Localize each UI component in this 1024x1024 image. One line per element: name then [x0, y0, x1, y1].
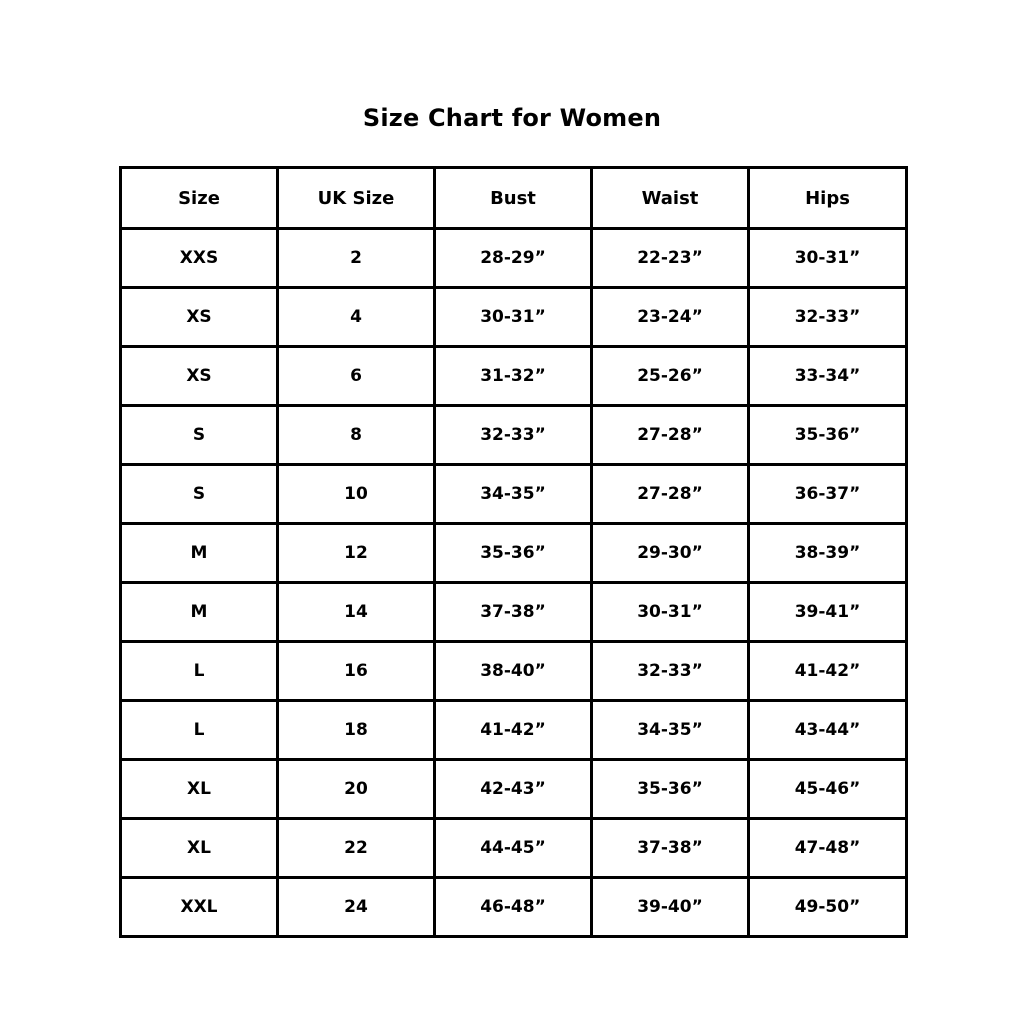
cell-size: L: [121, 642, 278, 701]
table-header-row: [121, 168, 907, 229]
cell-bust: 38-40”: [435, 642, 592, 701]
cell-size: M: [121, 583, 278, 642]
cell-waist: 22-23”: [592, 229, 749, 288]
column-header-size: Size: [121, 168, 278, 229]
cell-bust: 32-33”: [435, 406, 592, 465]
cell-waist: 27-28”: [592, 465, 749, 524]
cell-bust: 30-31”: [435, 288, 592, 347]
table-row: [121, 760, 907, 819]
cell-waist: 23-24”: [592, 288, 749, 347]
cell-size: XXL: [121, 878, 278, 937]
column-header-uk-size: UK Size: [278, 168, 435, 229]
cell-waist: 37-38”: [592, 819, 749, 878]
column-header-waist: Waist: [592, 168, 749, 229]
cell-uk-size: 6: [278, 347, 435, 406]
size-chart-table: [119, 166, 908, 938]
cell-hips: 43-44”: [749, 701, 907, 760]
table-row: [121, 465, 907, 524]
cell-uk-size: 12: [278, 524, 435, 583]
cell-size: S: [121, 465, 278, 524]
cell-uk-size: 24: [278, 878, 435, 937]
cell-waist: 29-30”: [592, 524, 749, 583]
table-row: [121, 701, 907, 760]
cell-uk-size: 22: [278, 819, 435, 878]
column-header-hips: Hips: [749, 168, 907, 229]
cell-size: XS: [121, 347, 278, 406]
cell-waist: 35-36”: [592, 760, 749, 819]
cell-waist: 27-28”: [592, 406, 749, 465]
cell-uk-size: 18: [278, 701, 435, 760]
cell-hips: 36-37”: [749, 465, 907, 524]
cell-uk-size: 16: [278, 642, 435, 701]
cell-uk-size: 14: [278, 583, 435, 642]
cell-uk-size: 2: [278, 229, 435, 288]
page-title: Size Chart for Women: [362, 104, 662, 132]
table-row: [121, 347, 907, 406]
cell-bust: 31-32”: [435, 347, 592, 406]
cell-uk-size: 20: [278, 760, 435, 819]
cell-size: M: [121, 524, 278, 583]
cell-size: XL: [121, 819, 278, 878]
cell-waist: 32-33”: [592, 642, 749, 701]
cell-hips: 41-42”: [749, 642, 907, 701]
table-row: [121, 642, 907, 701]
cell-bust: 46-48”: [435, 878, 592, 937]
cell-size: XS: [121, 288, 278, 347]
table-header: [121, 168, 907, 229]
column-header-bust: Bust: [435, 168, 592, 229]
table-row: [121, 288, 907, 347]
cell-hips: 47-48”: [749, 819, 907, 878]
cell-bust: 37-38”: [435, 583, 592, 642]
cell-uk-size: 10: [278, 465, 435, 524]
table-row: [121, 524, 907, 583]
cell-bust: 34-35”: [435, 465, 592, 524]
cell-size: XXS: [121, 229, 278, 288]
table-body: [121, 229, 907, 937]
table-row: [121, 819, 907, 878]
cell-waist: 39-40”: [592, 878, 749, 937]
size-chart-table-wrapper: [119, 166, 905, 938]
cell-waist: 25-26”: [592, 347, 749, 406]
cell-bust: 28-29”: [435, 229, 592, 288]
table-row: [121, 229, 907, 288]
cell-hips: 35-36”: [749, 406, 907, 465]
table-row: [121, 406, 907, 465]
cell-hips: 49-50”: [749, 878, 907, 937]
cell-hips: 38-39”: [749, 524, 907, 583]
cell-size: XL: [121, 760, 278, 819]
cell-hips: 45-46”: [749, 760, 907, 819]
cell-hips: 33-34”: [749, 347, 907, 406]
cell-size: S: [121, 406, 278, 465]
table-row: [121, 878, 907, 937]
cell-uk-size: 8: [278, 406, 435, 465]
cell-hips: 32-33”: [749, 288, 907, 347]
cell-hips: 30-31”: [749, 229, 907, 288]
cell-bust: 42-43”: [435, 760, 592, 819]
table-row: [121, 583, 907, 642]
cell-waist: 34-35”: [592, 701, 749, 760]
cell-hips: 39-41”: [749, 583, 907, 642]
cell-bust: 35-36”: [435, 524, 592, 583]
cell-size: L: [121, 701, 278, 760]
cell-bust: 44-45”: [435, 819, 592, 878]
cell-bust: 41-42”: [435, 701, 592, 760]
cell-waist: 30-31”: [592, 583, 749, 642]
cell-uk-size: 4: [278, 288, 435, 347]
